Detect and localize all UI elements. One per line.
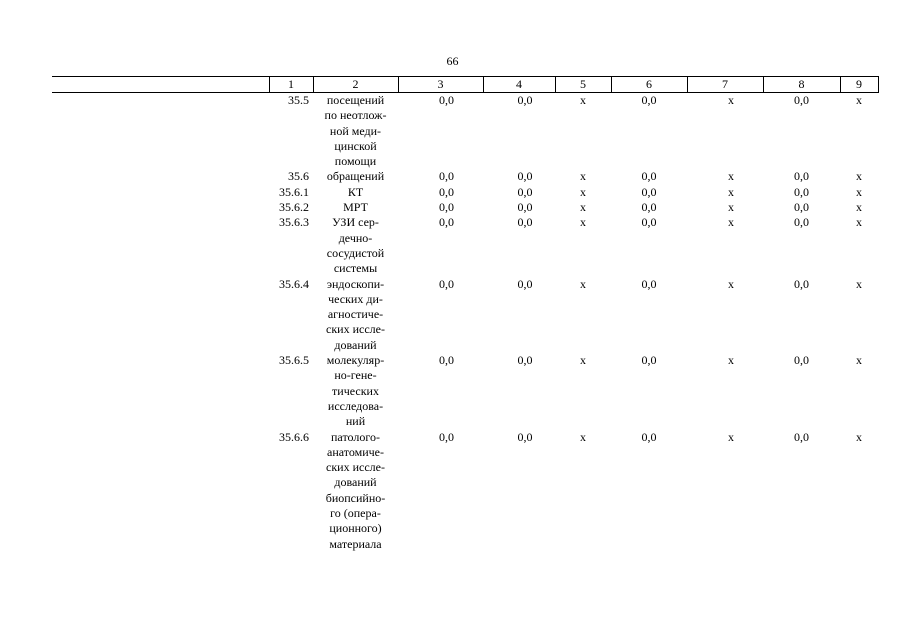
cell-value: 0,0 (439, 93, 454, 107)
column-header: 6 (611, 77, 687, 93)
cell-value: 0,0 (794, 429, 809, 444)
header-spacer (52, 77, 269, 93)
cell-value: 0,0 (517, 429, 533, 444)
cell-value: 0,0 (794, 169, 809, 184)
column-header: 5 (555, 77, 611, 93)
row-spacer (52, 169, 269, 184)
cell-value: х (856, 429, 862, 444)
row-spacer (52, 353, 269, 429)
column-header: 3 (398, 77, 483, 93)
cell-value: 0,0 (794, 93, 809, 107)
cell-value: 0,0 (641, 353, 657, 368)
row-name: патолого- анатомиче- ских иссле- дований биопсийно- го (опера- ционного) материала (325, 429, 386, 551)
cell-value: х (728, 169, 734, 184)
row-name: обращений (326, 169, 385, 184)
cell-value: х (728, 429, 734, 444)
cell-value: х (728, 200, 734, 215)
cell-value: 0,0 (439, 429, 454, 444)
cell-value: х (856, 215, 862, 230)
row-name: эндоскопи- ческих ди- агностиче- ских иссле- дований (326, 276, 385, 352)
cell-value: 0,0 (517, 169, 533, 184)
table-row (52, 215, 878, 276)
cell-value: х (856, 276, 862, 291)
row-code: 35.6.1 (279, 184, 309, 199)
cell-value: х (580, 93, 586, 107)
row-code: 35.5 (288, 93, 309, 107)
cell-value: х (856, 353, 862, 368)
row-code: 35.6.5 (279, 353, 309, 368)
cell-value: х (856, 200, 862, 215)
cell-value: 0,0 (517, 93, 533, 107)
table-body (52, 93, 878, 552)
cell-value: 0,0 (641, 276, 657, 291)
column-header: 2 (313, 77, 398, 93)
column-header: 9 (840, 77, 878, 93)
row-name: КТ (347, 184, 364, 199)
row-spacer (52, 215, 269, 276)
row-name: МРТ (343, 200, 368, 215)
cell-value: 0,0 (794, 184, 809, 199)
cell-value: 0,0 (794, 215, 809, 230)
table-row (52, 200, 878, 215)
column-header: 4 (483, 77, 555, 93)
row-code: 35.6 (288, 169, 309, 184)
row-spacer (52, 277, 269, 353)
cell-value: 0,0 (439, 353, 454, 368)
cell-value: х (728, 353, 734, 368)
cell-value: 0,0 (641, 93, 657, 107)
cell-value: 0,0 (517, 200, 533, 215)
row-code: 35.6.2 (279, 200, 309, 215)
page-number: 66 (446, 54, 459, 68)
cell-value: 0,0 (517, 215, 533, 230)
row-spacer (52, 185, 269, 200)
table-row (52, 430, 878, 552)
row-spacer (52, 93, 269, 170)
cell-value: 0,0 (794, 276, 809, 291)
cell-value: 0,0 (439, 215, 454, 230)
cell-value: 0,0 (641, 169, 657, 184)
table-row (52, 277, 878, 353)
cell-value: х (856, 169, 862, 184)
table-row (52, 93, 878, 170)
row-name: УЗИ сер- дечно- сосудистой системы (326, 215, 385, 276)
cell-value: 0,0 (794, 353, 809, 368)
cell-value: х (728, 215, 734, 230)
cell-value: 0,0 (517, 184, 533, 199)
data-table (52, 76, 879, 552)
table-row (52, 353, 878, 429)
cell-value: х (580, 215, 586, 230)
column-header: 1 (269, 77, 313, 93)
cell-value: х (580, 276, 586, 291)
table-row (52, 185, 878, 200)
cell-value: х (580, 200, 586, 215)
cell-value: х (580, 429, 586, 444)
cell-value: х (580, 353, 586, 368)
cell-value: х (728, 276, 734, 291)
cell-value: 0,0 (641, 200, 657, 215)
row-name: молекуляр- но-гене- тических исследова- ний (326, 353, 385, 429)
row-code: 35.6.6 (279, 429, 309, 444)
row-spacer (52, 430, 269, 552)
cell-value: х (856, 93, 862, 107)
cell-value: 0,0 (641, 429, 657, 444)
cell-value: х (856, 184, 862, 199)
cell-value: 0,0 (439, 169, 454, 184)
cell-value: 0,0 (517, 276, 533, 291)
row-spacer (52, 200, 269, 215)
row-code: 35.6.3 (279, 215, 309, 230)
table-row (52, 169, 878, 184)
cell-value: 0,0 (641, 215, 657, 230)
row-name: посещений по неотлож- ной меди- цинской помощи (324, 93, 387, 169)
cell-value: 0,0 (439, 184, 454, 199)
column-header: 8 (763, 77, 840, 93)
cell-value: 0,0 (439, 276, 454, 291)
cell-value: 0,0 (439, 200, 454, 215)
cell-value: х (580, 184, 586, 199)
cell-value: х (580, 169, 586, 184)
cell-value: х (728, 184, 734, 199)
cell-value: х (728, 93, 734, 107)
cell-value: 0,0 (794, 200, 809, 215)
row-code: 35.6.4 (279, 276, 309, 291)
cell-value: 0,0 (517, 353, 533, 368)
column-header: 7 (687, 77, 763, 93)
header-row (52, 77, 878, 93)
cell-value: 0,0 (641, 184, 657, 199)
